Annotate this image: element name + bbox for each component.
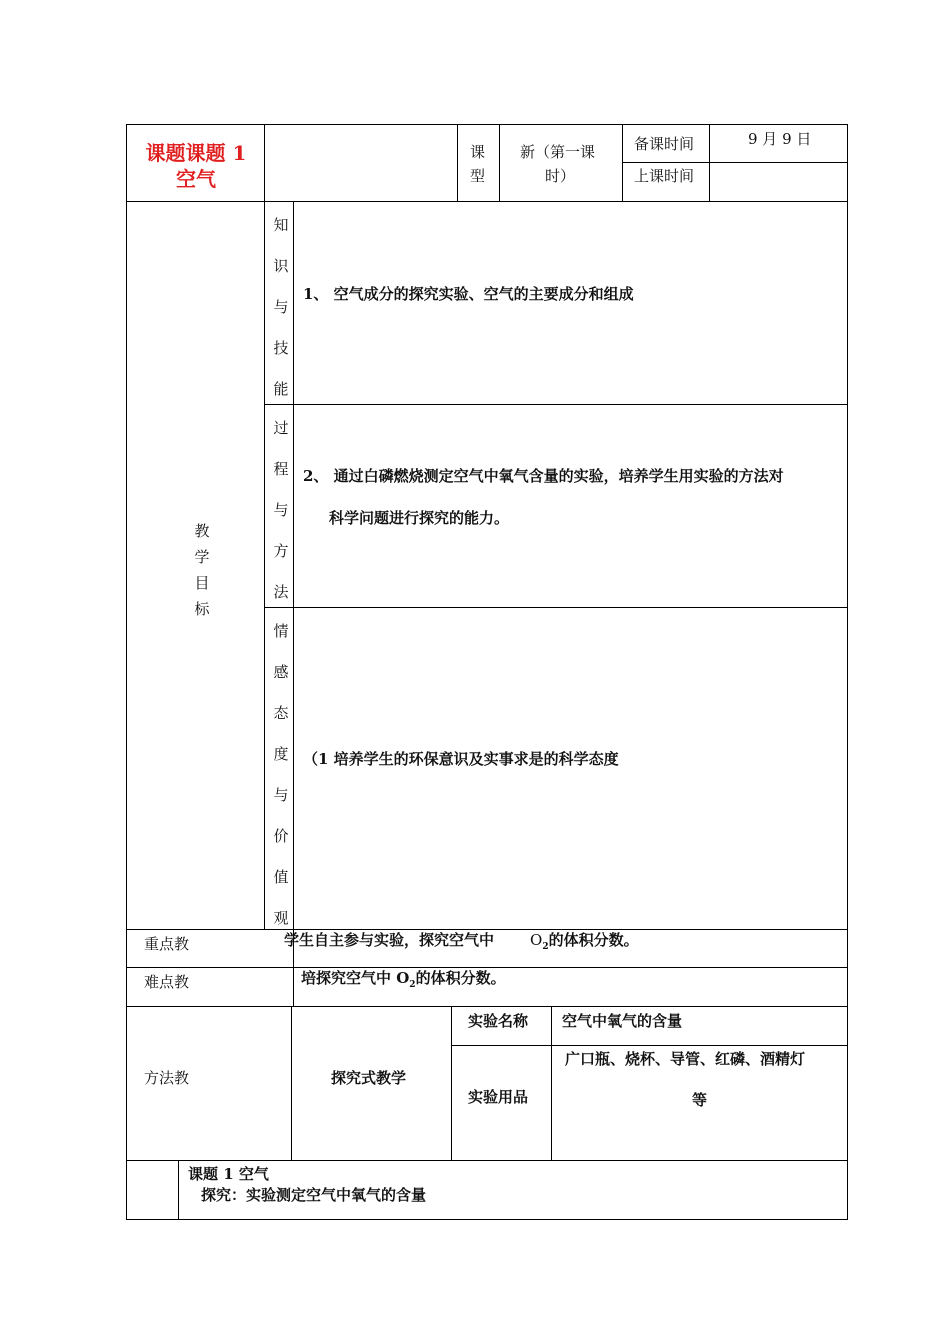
divider xyxy=(178,1160,179,1220)
process-content-line1: 2、 通过白磷燃烧测定空气中氧气含量的实验，培养学生用实验的方法对 xyxy=(303,467,784,485)
difficulty-text: 培探究空气中 O xyxy=(301,969,410,987)
difficulty-suffix: 的体积分数。 xyxy=(415,969,506,987)
key-point-suffix: 的体积分数。 xyxy=(548,931,639,949)
section-heading: 课题 1 空气 xyxy=(188,1165,269,1183)
difficulty-content xyxy=(301,968,506,995)
knowledge-label-char: 与 xyxy=(273,298,289,316)
key-point-formula: O xyxy=(530,931,543,949)
difficulty-label: 难点教 xyxy=(144,973,190,991)
knowledge-label-char: 识 xyxy=(273,257,289,275)
process-label-char: 程 xyxy=(273,460,289,478)
section-sub-heading: 探究：实验测定空气中氧气的含量 xyxy=(201,1186,427,1204)
process-content-line2: 科学问题进行探究的能力。 xyxy=(329,509,510,527)
knowledge-content: 1、 空气成分的探究实验、空气的主要成分和组成 xyxy=(303,285,634,303)
objectives-label-char: 学 xyxy=(194,548,210,566)
lesson-type-value-1: 新（第一课 xyxy=(520,143,596,161)
objectives-label-char: 目 xyxy=(194,574,210,592)
divider xyxy=(264,201,265,929)
knowledge-label-char: 技 xyxy=(273,339,289,357)
attitude-label-char: 观 xyxy=(273,909,289,927)
class-time-label: 上课时间 xyxy=(634,167,695,185)
attitude-label-char: 态 xyxy=(273,704,289,722)
objectives-label-char: 教 xyxy=(194,522,210,540)
divider xyxy=(499,124,500,201)
lesson-type-value-2: 时） xyxy=(545,167,576,185)
divider xyxy=(622,162,847,163)
table-border-top xyxy=(126,124,848,125)
divider xyxy=(451,1006,452,1160)
divider xyxy=(126,1006,848,1007)
process-label xyxy=(271,408,291,613)
divider xyxy=(126,201,848,202)
divider xyxy=(264,124,265,201)
knowledge-label xyxy=(271,205,291,410)
attitude-label-char: 度 xyxy=(273,745,289,763)
attitude-label-char: 与 xyxy=(273,786,289,804)
equipment-value-line1: 广口瓶、烧杯、导管、红磷、酒精灯 xyxy=(565,1050,806,1068)
key-point-text: 学生自主参与实验，探究空气中 xyxy=(284,931,495,949)
table-border-bottom xyxy=(126,1219,848,1220)
key-point-label: 重点教 xyxy=(144,935,190,953)
equipment-label: 实验用品 xyxy=(468,1088,529,1106)
attitude-label-char: 感 xyxy=(273,663,289,681)
method-value: 探究式教学 xyxy=(331,1069,407,1087)
process-label-char: 法 xyxy=(273,583,289,601)
attitude-label-char: 情 xyxy=(273,622,289,640)
table-border-right xyxy=(847,124,848,1220)
process-label-char: 与 xyxy=(273,501,289,519)
key-point-subscript: 2 xyxy=(542,942,549,952)
prep-time-value: 9 月 9 日 xyxy=(748,130,812,148)
divider xyxy=(451,1045,848,1046)
process-label-char: 方 xyxy=(273,542,289,560)
process-label-char: 过 xyxy=(273,419,289,437)
attitude-content: （1 培养学生的环保意识及实事求是的科学态度 xyxy=(303,750,619,768)
lesson-title-line1: 课题课题 1 xyxy=(145,141,247,165)
method-label: 方法教 xyxy=(144,1069,190,1087)
divider xyxy=(551,1006,552,1160)
experiment-name-label: 实验名称 xyxy=(468,1012,529,1030)
divider xyxy=(457,124,458,201)
divider xyxy=(126,1160,848,1161)
key-point-content xyxy=(284,930,639,957)
lesson-type-label-2: 型 xyxy=(470,167,486,185)
divider xyxy=(291,1006,292,1160)
experiment-name-value: 空气中氧气的含量 xyxy=(562,1012,683,1030)
prep-time-label: 备课时间 xyxy=(634,135,695,153)
divider xyxy=(293,201,294,929)
divider xyxy=(264,607,848,608)
lesson-title-line2: 空气 xyxy=(176,167,216,191)
attitude-label xyxy=(271,611,291,939)
divider xyxy=(264,404,848,405)
equipment-value-line2: 等 xyxy=(692,1091,708,1109)
difficulty-subscript: 2 xyxy=(409,980,416,990)
knowledge-label-char: 能 xyxy=(273,380,289,398)
attitude-label-char: 值 xyxy=(273,868,289,886)
objectives-label xyxy=(192,518,212,622)
attitude-label-char: 价 xyxy=(273,827,289,845)
knowledge-label-char: 知 xyxy=(273,216,289,234)
lesson-type-label-1: 课 xyxy=(470,143,486,161)
objectives-label-char: 标 xyxy=(194,600,210,618)
lesson-title xyxy=(128,140,264,192)
table-border-left xyxy=(126,124,127,1220)
